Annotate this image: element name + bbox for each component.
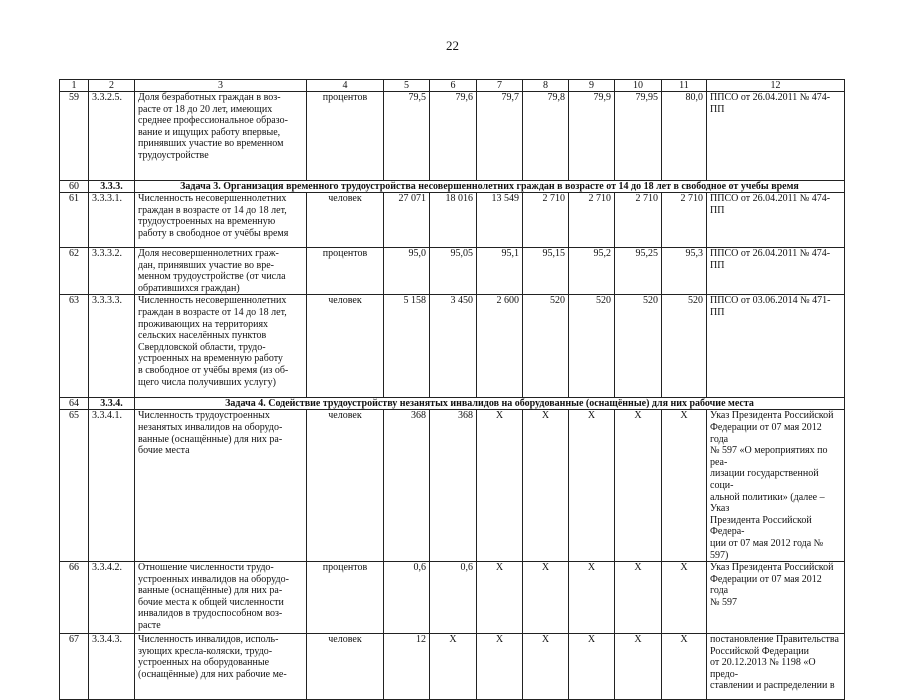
unit-of-measure: человек xyxy=(307,634,384,700)
unit-of-measure: человек xyxy=(307,295,384,398)
indicator-code: 3.3.4.2. xyxy=(89,562,135,634)
indicator-value: 95,0 xyxy=(384,248,430,295)
indicator-value: Х xyxy=(662,634,707,700)
indicator-code: 3.3.3.1. xyxy=(89,193,135,248)
indicator-value: 520 xyxy=(523,295,569,398)
legal-source: Указ Президента Российской Федерации от 07 мая 2012 года № 597 xyxy=(707,562,845,634)
indicator-value: Х xyxy=(477,410,523,562)
unit-of-measure: человек xyxy=(307,193,384,248)
indicator-code: 3.3.4.3. xyxy=(89,634,135,700)
indicator-value: 520 xyxy=(615,295,662,398)
table-row xyxy=(60,248,845,295)
row-number: 65 xyxy=(60,410,89,562)
column-number-header: 6 xyxy=(430,80,477,92)
unit-of-measure: процентов xyxy=(307,562,384,634)
table-row xyxy=(60,562,845,634)
column-number-header: 7 xyxy=(477,80,523,92)
indicator-value: 0,6 xyxy=(430,562,477,634)
indicator-value: Х xyxy=(615,562,662,634)
indicator-name: Численность трудоустроенных незанятых инвалидов на оборудо- ванные (оснащённые) для них ра- бочие места xyxy=(135,410,307,562)
task-code: 3.3.4. xyxy=(89,398,135,410)
row-number: 64 xyxy=(60,398,89,410)
column-number-header: 10 xyxy=(615,80,662,92)
indicator-value: 2 710 xyxy=(662,193,707,248)
indicator-value: 2 710 xyxy=(523,193,569,248)
indicator-name: Численность несовершеннолетних граждан в возрасте от 14 до 18 лет, проживающих на территориях сельских населённых пунктов Свердловской области, трудо- устроенных на временную работу в свободное от учёбы время (из об- щего числа получивших услугу) xyxy=(135,295,307,398)
indicator-name: Доля несовершеннолетних граж- дан, принявших участие во вре- менном трудоустройстве (от числа обратившихся граждан) xyxy=(135,248,307,295)
indicator-value: 95,3 xyxy=(662,248,707,295)
task-title: Задача 4. Содействие трудоустройству незанятых инвалидов на оборудованные (оснащённые) для них рабочие места xyxy=(135,398,845,410)
column-number-header: 2 xyxy=(89,80,135,92)
indicator-value: 18 016 xyxy=(430,193,477,248)
indicator-code: 3.3.3.2. xyxy=(89,248,135,295)
column-number-header: 4 xyxy=(307,80,384,92)
row-number: 63 xyxy=(60,295,89,398)
legal-source: постановление Правительства Российской Федерации от 20.12.2013 № 1198 «О предо- ставлении и распределении в xyxy=(707,634,845,700)
row-number: 59 xyxy=(60,92,89,181)
indicator-name: Доля безработных граждан в воз- расте от 18 до 20 лет, имеющих среднее профессиональное образо- вание и ищущих работу впервые, принявших участие во временном трудоустройстве xyxy=(135,92,307,181)
indicator-value: Х xyxy=(569,410,615,562)
table-row xyxy=(60,634,845,700)
indicator-code: 3.3.2.5. xyxy=(89,92,135,181)
indicators-table xyxy=(59,79,845,700)
indicator-value: 2 600 xyxy=(477,295,523,398)
indicator-value: 5 158 xyxy=(384,295,430,398)
indicator-value: Х xyxy=(477,562,523,634)
indicator-value: 13 549 xyxy=(477,193,523,248)
indicator-value: Х xyxy=(430,634,477,700)
column-number-header: 9 xyxy=(569,80,615,92)
indicator-value: 79,7 xyxy=(477,92,523,181)
legal-source: ППСО от 26.04.2011 № 474-ПП xyxy=(707,193,845,248)
indicator-value: 12 xyxy=(384,634,430,700)
task-title: Задача 3. Организация временного трудоустройства несовершеннолетних граждан в возрасте от 14 до 18 лет в свободное от учебы время xyxy=(135,181,845,193)
row-number: 61 xyxy=(60,193,89,248)
legal-source: ППСО от 26.04.2011 № 474-ПП xyxy=(707,248,845,295)
indicator-value: 520 xyxy=(662,295,707,398)
page-number: 22 xyxy=(446,38,459,53)
indicator-value: Х xyxy=(523,562,569,634)
indicator-value: 95,2 xyxy=(569,248,615,295)
column-number-header: 12 xyxy=(707,80,845,92)
indicator-value: Х xyxy=(477,634,523,700)
task-row xyxy=(60,181,845,193)
indicator-value: 79,8 xyxy=(523,92,569,181)
indicator-value: 79,9 xyxy=(569,92,615,181)
legal-source: ППСО от 26.04.2011 № 474-ПП xyxy=(707,92,845,181)
task-code: 3.3.3. xyxy=(89,181,135,193)
indicator-value: 80,0 xyxy=(662,92,707,181)
indicator-value: 0,6 xyxy=(384,562,430,634)
table-row xyxy=(60,92,845,181)
legal-source: Указ Президента Российской Федерации от 07 мая 2012 года № 597 «О мероприятиях по реа- лизации государственной соци- альной политики» (далее – Указ Президента Российской Федера- ции от 07 мая 2012 года № 597) xyxy=(707,410,845,562)
legal-source: ППСО от 03.06.2014 № 471-ПП xyxy=(707,295,845,398)
indicator-name: Численность несовершеннолетних граждан в возрасте от 14 до 18 лет, трудоустроенных на временную работу в свободное от учёбы время xyxy=(135,193,307,248)
indicator-value: 3 450 xyxy=(430,295,477,398)
indicator-value: 27 071 xyxy=(384,193,430,248)
indicator-value: Х xyxy=(523,634,569,700)
indicator-code: 3.3.3.3. xyxy=(89,295,135,398)
indicator-value: Х xyxy=(662,562,707,634)
indicator-name: Численность инвалидов, исполь- зующих кресла-коляски, трудо- устроенных на оборудованные (оснащённые) для них рабочие ме- xyxy=(135,634,307,700)
column-number-header: 11 xyxy=(662,80,707,92)
indicator-value: 2 710 xyxy=(615,193,662,248)
row-number: 66 xyxy=(60,562,89,634)
row-number: 67 xyxy=(60,634,89,700)
indicator-value: Х xyxy=(523,410,569,562)
indicator-value: Х xyxy=(569,634,615,700)
header-row xyxy=(60,80,845,92)
indicator-value: 95,05 xyxy=(430,248,477,295)
table-row xyxy=(60,295,845,398)
row-number: 60 xyxy=(60,181,89,193)
indicator-value: 79,6 xyxy=(430,92,477,181)
unit-of-measure: процентов xyxy=(307,248,384,295)
indicator-value: 520 xyxy=(569,295,615,398)
indicator-value: 95,25 xyxy=(615,248,662,295)
indicator-value: 79,5 xyxy=(384,92,430,181)
unit-of-measure: процентов xyxy=(307,92,384,181)
column-number-header: 1 xyxy=(60,80,89,92)
indicator-value: Х xyxy=(615,634,662,700)
indicator-name: Отношение численности трудо- устроенных инвалидов на оборудо- ванные (оснащённые) для них ра- бочие места к общей численности инвалидов в трудоспособном воз- расте xyxy=(135,562,307,634)
indicator-value: 368 xyxy=(384,410,430,562)
indicator-value: 368 xyxy=(430,410,477,562)
row-number: 62 xyxy=(60,248,89,295)
indicator-value: Х xyxy=(662,410,707,562)
indicator-value: 2 710 xyxy=(569,193,615,248)
indicator-value: 79,95 xyxy=(615,92,662,181)
indicator-value: 95,1 xyxy=(477,248,523,295)
table-row xyxy=(60,410,845,562)
indicator-value: Х xyxy=(569,562,615,634)
indicator-value: 95,15 xyxy=(523,248,569,295)
indicator-value: Х xyxy=(615,410,662,562)
column-number-header: 8 xyxy=(523,80,569,92)
unit-of-measure: человек xyxy=(307,410,384,562)
column-number-header: 5 xyxy=(384,80,430,92)
task-row xyxy=(60,398,845,410)
column-number-header: 3 xyxy=(135,80,307,92)
table-row xyxy=(60,193,845,248)
indicator-code: 3.3.4.1. xyxy=(89,410,135,562)
